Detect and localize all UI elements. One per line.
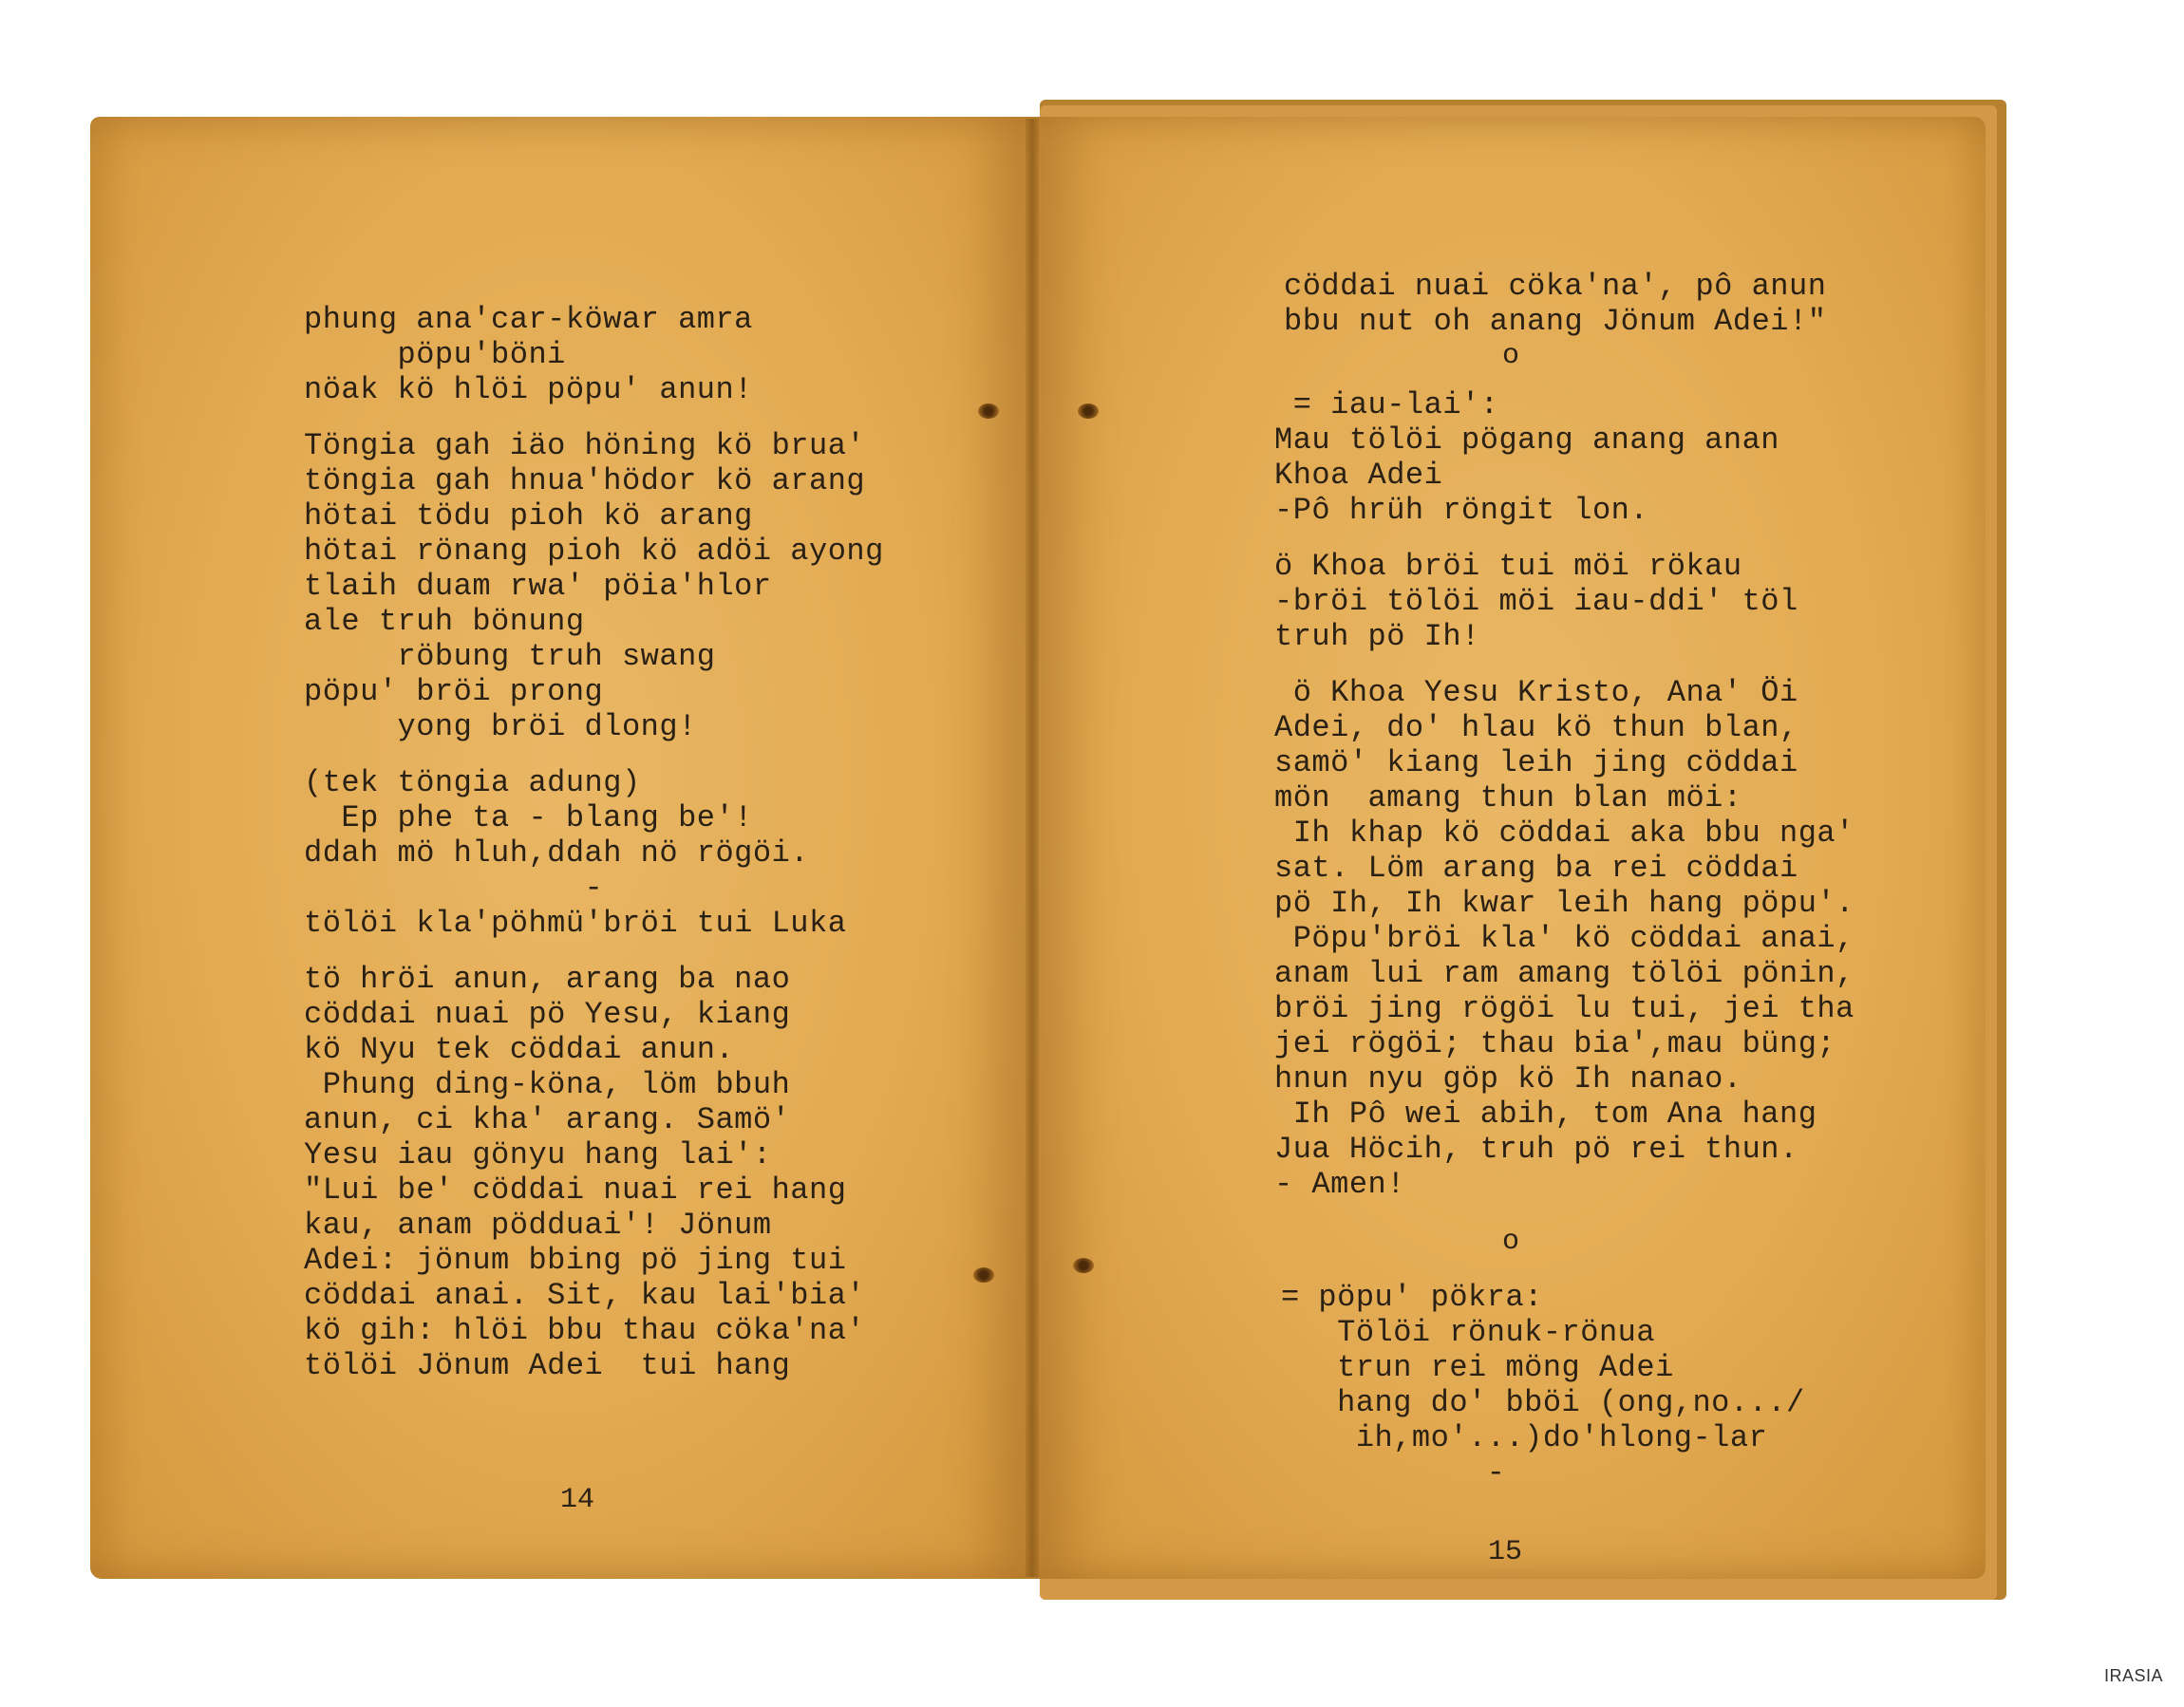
text-line: Phung ding-köna, löm bbuh [304,1067,791,1102]
watermark: IRASIA [2103,1666,2163,1685]
text-line: anam lui ram amang tölöi pönin, [1274,956,1855,991]
text-line: Yesu iau gönyu hang lai': [304,1137,772,1172]
text-line: pöpu' bröi prong [304,674,604,709]
line-gap [1274,528,1855,549]
line-gap [304,941,884,962]
book-gutter [1026,119,1039,1577]
text-line: Töngia gah iäo höning kö brua' [304,428,866,463]
text-line: kö gih: hlöi bbu thau cöka'na' [304,1313,866,1348]
text-line: tö hröi anun, arang ba nao [304,962,791,997]
text-line: Adei: jönum bbing pö jing tui [304,1243,847,1278]
text-line: Khoa Adei [1274,458,1443,493]
text-line: pö Ih, Ih kwar leih hang pöpu'. [1274,886,1855,921]
text-line: phung ana'car-köwar amra [304,302,753,337]
line-gap [1274,654,1855,675]
staple-hole [978,403,999,419]
text-line: (tek töngia adung) [304,765,641,800]
text-line: = iau-lai': [1274,387,1499,422]
staple-hole [1073,1258,1094,1273]
text-line: Tölöi rönuk-rönua [1281,1315,1656,1350]
staple-hole [973,1267,994,1283]
text-line: trun rei möng Adei [1281,1350,1674,1385]
text-line: röbung truh swang [304,639,716,674]
text-line: kö Nyu tek cöddai anun. [304,1032,735,1067]
text-line: tlaih duam rwa' pöia'hlor [304,569,772,604]
right-page [1032,117,1986,1579]
text-line: - Amen! [1274,1167,1405,1202]
text-line: nöak kö hlöi pöpu' anun! [304,372,753,407]
text-line: samö' kiang leih jing cöddai [1274,745,1798,780]
text-line: - [1281,1455,1506,1491]
text-line: anun, ci kha' arang. Samö' [304,1102,791,1137]
text-line: hang do' bböi (ong,no.../ [1281,1385,1805,1420]
text-line: mön amang thun blan möi: [1274,780,1742,816]
text-line: pöpu'böni [304,337,566,372]
text-line: Ih Pô wei abih, tom Ana hang [1274,1097,1817,1132]
open-booklet [90,90,1989,1609]
right-page-text-bottom [1281,1280,1805,1491]
text-line: Jua Höcih, truh pö rei thun. [1274,1132,1798,1167]
text-line: sat. Löm arang ba rei cöddai [1274,851,1798,886]
text-line: bröi jing rögöi lu tui, jei tha [1274,991,1855,1026]
text-line: ale truh bönung [304,604,585,639]
right-page-text-top [1284,269,1826,339]
text-line: cöddai nuai pö Yesu, kiang [304,997,791,1032]
text-line: bbu nut oh anang Jönum Adei!" [1284,304,1827,339]
text-line: yong bröi dlong! [304,709,697,744]
left-page-text [304,302,884,1383]
line-gap [304,744,884,765]
text-line: - [304,871,604,906]
text-line: tölöi kla'pöhmü'bröi tui Luka [304,906,847,941]
left-page-number: 14 [560,1484,595,1516]
text-line: cöddai nuai cöka'na', pô anun [1284,269,1827,304]
separator-mark: o [1502,340,1520,372]
text-line: jei rögöi; thau bia',mau büng; [1274,1026,1836,1061]
text-line: ih,mo'...)do'hlong-lar [1281,1420,1768,1455]
separator-mark-2: o [1502,1226,1520,1258]
text-line: -Pô hrüh röngit lon. [1274,493,1649,528]
text-line: Pöpu'bröi kla' kö cöddai anai, [1274,921,1855,956]
text-line: ö Khoa Yesu Kristo, Ana' Öi [1274,675,1798,710]
text-line: = pöpu' pökra: [1281,1280,1543,1315]
text-line: cöddai anai. Sit, kau lai'bia' [304,1278,866,1313]
text-line: Ep phe ta - blang be'! [304,800,753,835]
right-page-number: 15 [1488,1536,1523,1568]
text-line: ö Khoa bröi tui möi rökau [1274,549,1742,584]
right-page-text-middle [1274,387,1855,1202]
text-line: tölöi Jönum Adei tui hang [304,1348,791,1383]
text-line: hnun nyu göp kö Ih nanao. [1274,1061,1742,1097]
line-gap [304,407,884,428]
text-line: Adei, do' hlau kö thun blan, [1274,710,1798,745]
text-line: hötai rönang pioh kö adöi ayong [304,534,884,569]
staple-hole [1078,403,1099,419]
text-line: hötai tödu pioh kö arang [304,498,753,534]
text-line: kau, anam pödduai'! Jönum [304,1208,772,1243]
text-line: truh pö Ih! [1274,619,1480,654]
text-line: "Lui be' cöddai nuai rei hang [304,1172,847,1208]
text-line: Mau tölöi pögang anang anan [1274,422,1779,458]
left-page [90,117,1032,1579]
text-line: Ih khap kö cöddai aka bbu nga' [1274,816,1855,851]
text-line: ddah mö hluh,ddah nö rögöi. [304,835,809,871]
text-line: töngia gah hnua'hödor kö arang [304,463,866,498]
text-line: -bröi tölöi möi iau-ddi' töl [1274,584,1798,619]
